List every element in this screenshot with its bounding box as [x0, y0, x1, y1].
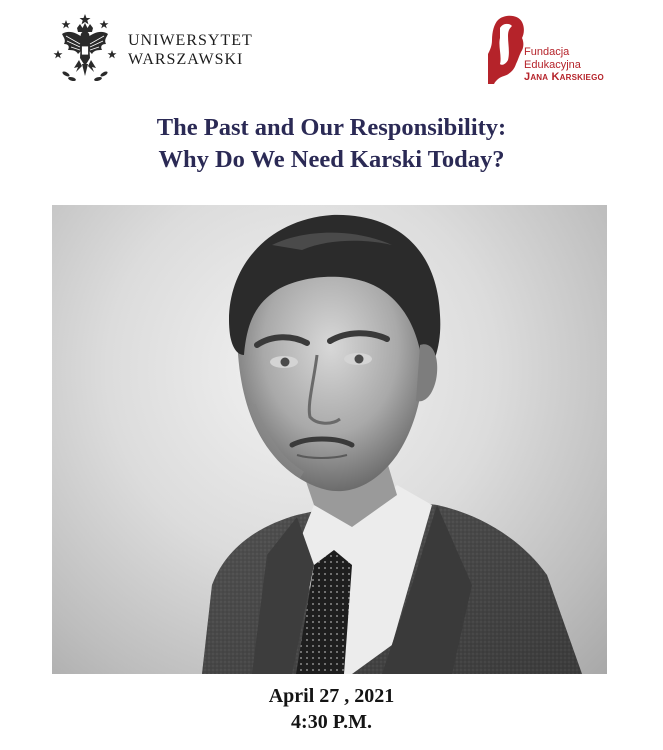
university-name-line1: UNIWERSYTET [128, 32, 253, 49]
university-logo [52, 14, 253, 84]
portrait-photo-icon [52, 205, 607, 674]
foundation-name-line2: Edukacyjna [524, 58, 581, 71]
event-title-line1: The Past and Our Responsibility: [156, 114, 507, 141]
event-title-line2: Why Do We Need Karski Today? [158, 146, 505, 173]
poster-header [0, 0, 663, 110]
foundation-name-line3: Jana Karskiego [524, 71, 604, 83]
event-title [0, 112, 663, 176]
university-name-line2: WARSZAWSKI [128, 51, 244, 68]
foundation-name [524, 46, 604, 84]
event-time: 4:30 P.M. [291, 711, 372, 733]
eagle-crest-icon [52, 14, 118, 84]
foundation-logo [488, 12, 628, 92]
event-date: April 27 , 2021 [268, 685, 395, 707]
university-name [128, 31, 253, 69]
event-datetime [0, 683, 663, 735]
portrait-photo [52, 205, 607, 674]
foundation-name-line1: Fundacja [524, 46, 570, 58]
profile-head-icon [488, 14, 528, 86]
